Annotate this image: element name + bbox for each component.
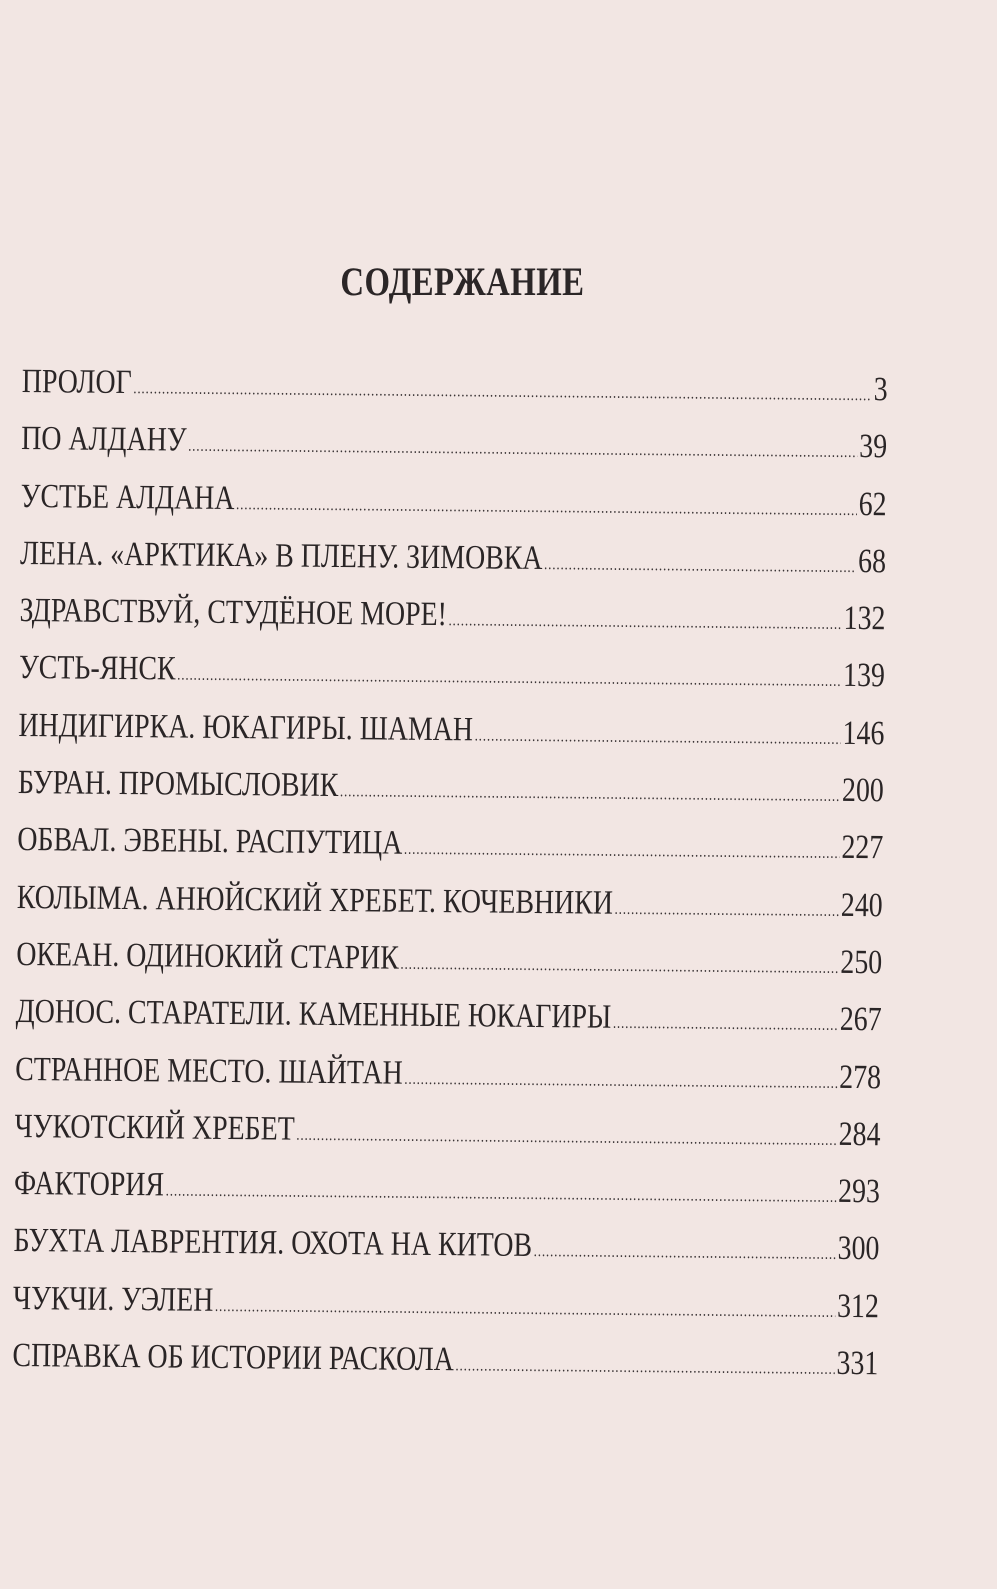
toc-row [17, 876, 883, 934]
toc-entry-title: ДОНОС. СТАРАТЕЛИ. КАМЕННЫЕ ЮКАГИРЫ [15, 993, 612, 1036]
toc-row [15, 1048, 881, 1106]
toc-entry-page: 240 [840, 886, 883, 924]
toc-entry-page: 250 [840, 943, 883, 982]
toc-entry-title: УСТЬЕ АЛДАНА [20, 477, 235, 517]
toc-row [21, 417, 887, 475]
dot-leader [400, 943, 839, 991]
toc-entry-page: 132 [843, 600, 886, 638]
toc-entry-page: 331 [836, 1344, 879, 1383]
toc-entry [13, 1219, 880, 1285]
toc-entry [14, 1105, 881, 1171]
toc-entry-page: 62 [858, 485, 887, 523]
toc-entry [15, 1048, 882, 1114]
dot-leader [533, 1230, 836, 1277]
toc-entry [13, 1277, 880, 1343]
toc-entry-page: 68 [857, 542, 887, 581]
dot-leader [165, 1170, 836, 1220]
dot-leader [188, 425, 858, 475]
toc-entry-page: 300 [837, 1230, 880, 1268]
toc-entry-page: 3 [873, 371, 888, 409]
dot-leader [215, 1285, 836, 1335]
toc-entry [18, 761, 885, 827]
toc-entry-title: ЗДРАВСТВУЙ, СТУДЁНОЕ МОРЕ! [19, 592, 448, 634]
toc-row [13, 1277, 879, 1335]
toc-entry-title: ИНДИГИРКА. ЮКАГИРЫ. ШАМАН [18, 706, 474, 749]
toc-row [18, 761, 884, 819]
toc-entry-title: КОЛЫМА. АНЮЙСКИЙ ХРЕБЕТ. КОЧЕВНИКИ [16, 878, 614, 922]
toc-row [19, 646, 885, 704]
dot-leader [448, 599, 842, 647]
dot-leader [614, 887, 839, 933]
toc-row [16, 933, 882, 991]
toc-entry [20, 475, 887, 541]
toc-entry-page: 284 [838, 1115, 881, 1154]
toc-row [15, 990, 881, 1048]
dot-leader [296, 1114, 837, 1163]
dot-leader [544, 543, 857, 590]
toc-row [20, 475, 886, 533]
toc-row [19, 589, 885, 647]
table-of-contents [12, 360, 888, 1400]
toc-entry [14, 1162, 881, 1228]
toc-entry-title: ФАКТОРИЯ [13, 1165, 165, 1204]
toc-row [18, 704, 884, 762]
dot-leader [404, 1057, 838, 1105]
dot-leader [474, 714, 841, 762]
dot-leader [613, 1002, 839, 1048]
toc-entry-title: УСТЬ-ЯНСК [18, 649, 176, 688]
toc-row [14, 1162, 880, 1220]
toc-row [17, 818, 883, 876]
dot-leader [177, 654, 842, 704]
toc-entry [12, 1334, 879, 1400]
toc-entry [21, 417, 888, 483]
toc-entry-page: 139 [842, 657, 886, 695]
toc-entry-page: 146 [842, 714, 885, 753]
toc-entry-title: БУХТА ЛАВРЕНТИЯ. ОХОТА НА КИТОВ [13, 1222, 533, 1265]
toc-entry-title: ЧУКЧИ. УЭЛЕН [12, 1279, 214, 1319]
toc-entry [18, 704, 885, 770]
dot-leader [404, 828, 840, 876]
toc-entry-title: СПРАВКА ОБ ИСТОРИИ РАСКОЛА [12, 1337, 455, 1379]
toc-entry-title: ПО АЛДАНУ [21, 420, 187, 459]
dot-leader [133, 367, 872, 418]
toc-row [14, 1105, 880, 1163]
toc-entry-page: 278 [839, 1058, 882, 1096]
toc-entry-page: 293 [837, 1173, 881, 1211]
toc-entry [17, 818, 884, 884]
toc-entry-page: 39 [859, 428, 888, 466]
toc-row [12, 1334, 878, 1392]
toc-entry-title: ОБВАЛ. ЭВЕНЫ. РАСПУТИЦА [17, 821, 403, 863]
toc-entry-title: ОКЕАН. ОДИНОКИЙ СТАРИК [16, 935, 400, 977]
toc-row [13, 1219, 879, 1277]
toc-entry-title: ПРОЛОГ [21, 362, 132, 402]
page-title: СОДЕРЖАНИЕ [340, 259, 585, 304]
toc-entry-title: ЧУКОТСКИЙ ХРЕБЕТ [14, 1107, 295, 1148]
toc-row [22, 360, 888, 418]
dot-leader [236, 483, 857, 533]
toc-row [20, 532, 886, 590]
toc-entry-page: 227 [841, 829, 884, 867]
toc-entry [19, 589, 886, 655]
dot-leader [455, 1344, 835, 1392]
toc-entry [20, 532, 887, 598]
dot-leader [340, 770, 841, 819]
toc-entry-title: СТРАННОЕ МЕСТО. ШАЙТАН [15, 1050, 403, 1092]
toc-entry-title: БУРАН. ПРОМЫСЛОВИК [17, 764, 339, 805]
toc-entry [19, 646, 886, 712]
toc-entry [16, 876, 883, 942]
toc-entry-title: ЛЕНА. «АРКТИКА» В ПЛЕНУ. ЗИМОВКА [19, 534, 543, 577]
toc-entry-page: 200 [841, 771, 885, 810]
toc-entry [16, 933, 883, 999]
toc-entry [21, 360, 888, 426]
toc-entry-page: 267 [839, 1001, 882, 1039]
toc-entry [15, 990, 882, 1056]
toc-entry-page: 312 [836, 1287, 880, 1326]
